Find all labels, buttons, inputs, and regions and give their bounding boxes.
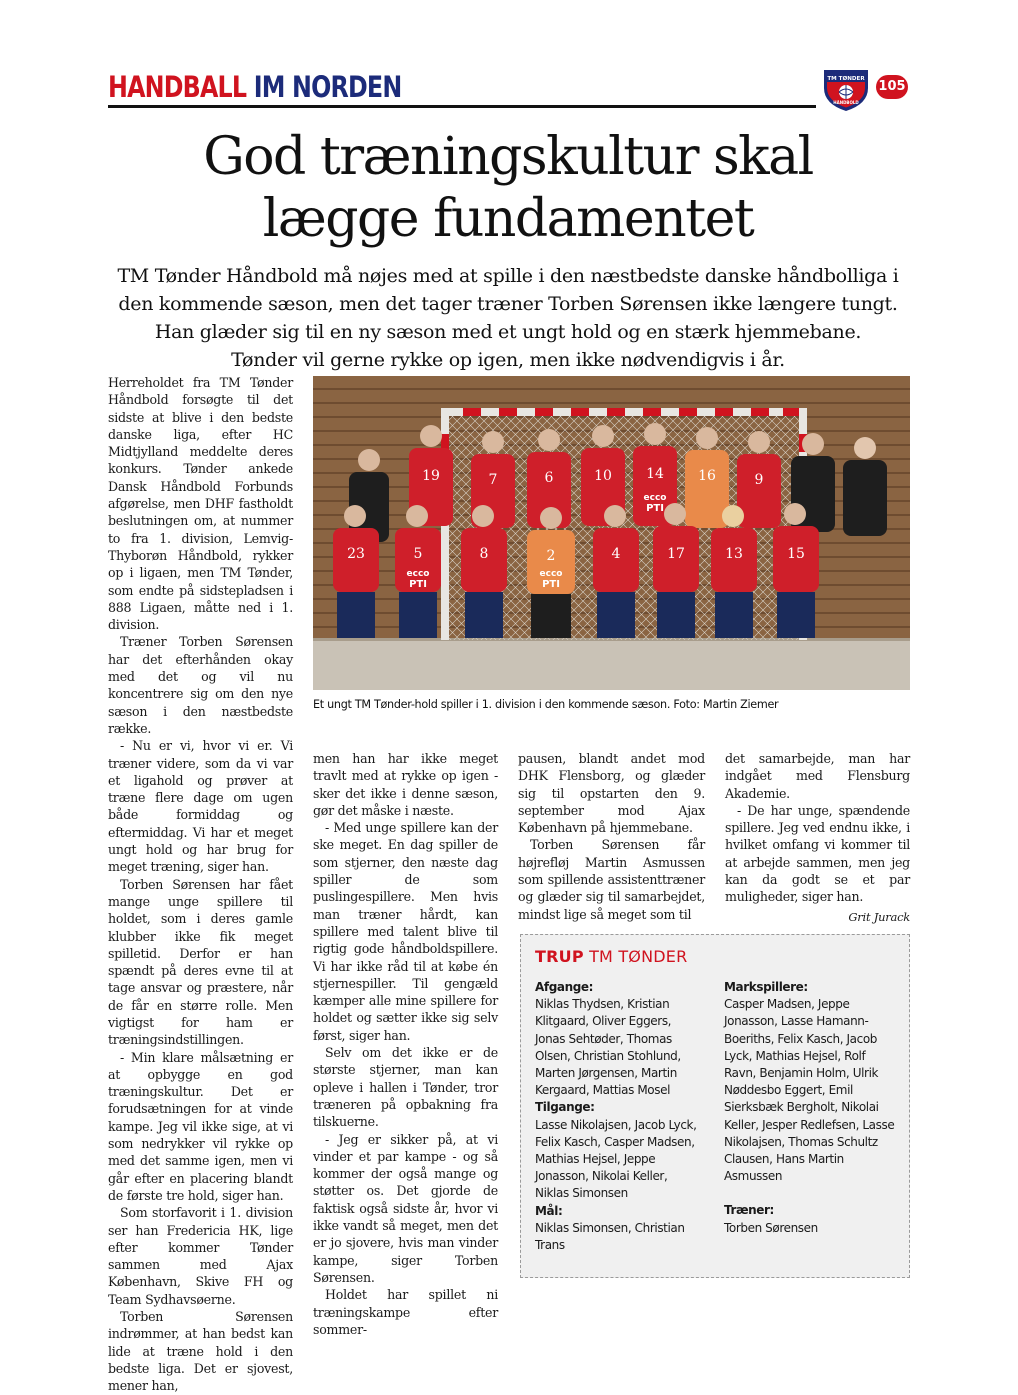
article-paragraph: - Med unge spillere kan der ske meget. En dag spiller de som stjerner, den næste dag spiller de som puslingespillere. Men hvis man træner hårdt, kan spillere med talent blive til rigtig gode håndboldspillere. Vi har ikke råd til at købe én stjernespiller. Til gengæld kæmper alle mine spillere for holdet og sætter ikke sig selv først, siger han.: [313, 820, 498, 1043]
shirt-number: 19: [422, 468, 440, 484]
traener-label: Træner:: [724, 1203, 774, 1218]
team-photo-illustration: [313, 376, 910, 690]
byline: Grit Jurack: [848, 909, 910, 924]
shirt-number: 4: [611, 546, 621, 562]
article-column-1: [108, 374, 293, 1395]
shirt-number: 15: [787, 546, 805, 562]
lead-line-1: TM Tønder Håndbold må nøjes med at spille i den næstbedste danske håndbolliga i: [117, 265, 899, 287]
squad-title-light: TM TØNDER: [589, 947, 688, 966]
shirt-sponsor: PTI: [542, 579, 560, 590]
logo-text-bottom: HÅNDBOLD: [833, 100, 859, 105]
lead-line-3: Han glæder sig til en ny sæson med et ungt hold og en stærk hjemmebane.: [154, 321, 862, 343]
article-paragraph: - Min klare målsætning er at opbygge en god træningskultur. Det er forudsætningen for at vinde kampe. Jeg vil ikke sige, at vi som nedrykker vil rykke op med det samme igen, men vi går efter en placering blandt de første tre hold, siger han.: [108, 1049, 293, 1203]
traener-name: Torben Sørensen: [724, 1220, 818, 1235]
article-paragraph: det samarbejde, man har indgået med Flensburg Akademie.: [725, 751, 910, 801]
tilgange-list: Lasse Nikolajsen, Jacob Lyck, Felix Kasch, Casper Madsen, Mathias Hejsel, Jeppe Jonasson, Nikolai Keller, Niklas Simonsen: [535, 1117, 697, 1201]
afgange-list: Niklas Thydsen, Kristian Klitgaard, Oliver Eggers, Jonas Sehtøder, Thomas Olsen, Christian Stohlund, Marten Jørgensen, Martin Kergaard, Mattias Mosel: [535, 997, 681, 1098]
article-paragraph: Som storfavorit i 1. division ser han Fredericia HK, lige efter kommer Tønder sammen med Ajax København, Skive FH og Team Sydhavsøerne.: [108, 1205, 293, 1307]
markspillere-list: Casper Madsen, Jeppe Jonasson, Lasse Hamann-Boeriths, Felix Kasch, Jacob Lyck, Mathias Hejsel, Rolf Ravn, Benjamin Holm, Ulrik Nøddesbo Eggert, Emil Sierksbæk Bergholt, Nikolai Keller, Jesper Redlefsen, Lasse Nikolajsen, Thomas Schultz Clausen, Hans Martin Asmussen: [724, 997, 895, 1184]
maal-list: Niklas Simonsen, Christian Trans: [535, 1220, 685, 1253]
shirt-number: 13: [725, 546, 743, 562]
article-paragraph: men han har ikke meget travlt med at rykke op igen - sker det ikke i denne sæson, gør det måske i næste.: [313, 751, 498, 818]
lead-paragraph: [108, 262, 908, 374]
lead-line-2: den kommende sæson, men det tager træner Torben Sørensen ikke længere tungt.: [118, 293, 898, 315]
squad-column-left: [535, 979, 703, 1254]
headline: [108, 126, 908, 250]
team-photo: [313, 376, 910, 690]
article-paragraph: - Jeg er sikker på, at vi vinder et par kampe - og så kommer der også mange og støtter os. Det gjorde de faktisk også sidste år, hvor vi ikke vandt så meget, men det er jo sjovere, hvis man vinder kampe, siger Torben Sørensen.: [313, 1131, 498, 1285]
logo-text-top: TM TØNDER: [827, 76, 865, 82]
section-title: [108, 70, 401, 104]
article-paragraph: Holdet har spillet ni træningskampe efter sommer-: [313, 1287, 498, 1337]
shirt-sponsor: PTI: [409, 579, 427, 590]
shirt-number: 17: [667, 546, 685, 562]
shirt-number: 23: [347, 546, 365, 562]
article-paragraph: Herreholdet fra TM Tønder Håndbold forsøgte til det sidste at blive i den bedste danske liga, efter HC Midtjylland meddelte deres konkurs. Tønder ankede Dansk Håndbold Forbunds afgørelse, men DHF fastholdt beslutningen om, at nummer to fra 1. division, Lemvig-Thyborøn Håndbold, rykker op i ligaen, men TM Tønder, som endte på sidstepladsen i 888 Ligaen, måtte ned i 1. division.: [108, 375, 293, 633]
article-paragraph: Selv om det ikke er de største stjerner, man kan opleve i hallen i Tønder, tror træneren på opbakning fra tilskuerne.: [313, 1045, 498, 1130]
article-column-4: [725, 750, 910, 926]
squad-column-right: [724, 979, 900, 1237]
shirt-number: 14: [646, 466, 664, 482]
shirt-brand: ecco: [539, 569, 563, 579]
article-column-3: [518, 750, 705, 923]
article-column-2: [313, 750, 498, 1338]
shirt-number: 16: [698, 468, 716, 484]
shirt-number: 9: [754, 472, 764, 488]
squad-title-bold: TRUP: [535, 947, 584, 966]
headline-line-1: God træningskultur skal: [203, 127, 813, 187]
shirt-number: 7: [488, 472, 498, 488]
section-title-blue: IM NORDEN: [253, 70, 402, 104]
afgange-label: Afgange:: [535, 980, 594, 994]
headline-line-2: lægge fundamentet: [262, 189, 754, 249]
tilgange-label: Tilgange:: [535, 1100, 595, 1115]
shirt-number: 10: [594, 468, 612, 484]
lead-line-4: Tønder vil gerne rykke op igen, men ikke nødvendigvis i år.: [231, 349, 785, 371]
section-title-red: HANDBALL: [108, 70, 247, 104]
squad-box: [520, 934, 910, 1278]
article-paragraph: pausen, blandt andet mod DHK Flensborg, og glæder sig til opstarten den 9. september mod Ajax København på hjemmebane.: [518, 751, 705, 836]
shirt-brand: ecco: [643, 493, 667, 503]
shirt-brand: ecco: [406, 569, 430, 579]
club-logo: [816, 66, 876, 112]
header-rule: [108, 105, 816, 108]
page-header: [108, 66, 908, 112]
markspillere-label: Markspillere:: [724, 980, 808, 994]
shirt-number: 8: [479, 546, 489, 562]
article-paragraph: Torben Sørensen har fået mange unge spillere til holdet, som i deres gamle klubber ikke fik meget spilletid. Derfor er han spændt på deres evne til at tage ansvar og præstere, når de får en større rolle. Men vigtigst for ham er træningsindstillingen.: [108, 876, 293, 1048]
squad-title: [535, 947, 687, 966]
photo-caption: Et ungt TM Tønder-hold spiller i 1. division i den kommende sæson. Foto: Martin Ziemer: [313, 698, 779, 711]
maal-label: Mål:: [535, 1203, 563, 1218]
shirt-number: 5: [413, 546, 423, 562]
article-paragraph: - Nu er vi, hvor vi er. Vi træner videre, som da vi var et ligahold og prøver at træne flere dage om ugen både formiddag og eftermiddag. Vi har et meget ungt hold og har brug for meget træning, siger han.: [108, 738, 293, 875]
shirt-sponsor: PTI: [646, 503, 664, 514]
page-number: 105: [876, 75, 908, 99]
article-paragraph: Torben Sørensen får højrefløj Martin Asmussen som spillende assistenttræner og glæder sig til samarbejdet, mindst lige så meget som til: [518, 837, 705, 922]
shirt-number: 6: [544, 470, 554, 486]
article-paragraph: Torben Sørensen indrømmer, at han bedst kan lide at træne hold i den bedste liga. Det er sjovest, mener han,: [108, 1309, 293, 1394]
shirt-number: 2: [546, 548, 556, 564]
article-paragraph: - De har unge, spændende spillere. Jeg ved endnu ikke, i hvilket omfang vi kommer til at arbejde sammen, men jeg kan da godt se et par muligheder, siger han.: [725, 802, 910, 905]
article-paragraph: Træner Torben Sørensen har det efterhånden okay med det og vil nu koncentrere sig om den nye sæson i den næstbedste række.: [108, 634, 293, 736]
